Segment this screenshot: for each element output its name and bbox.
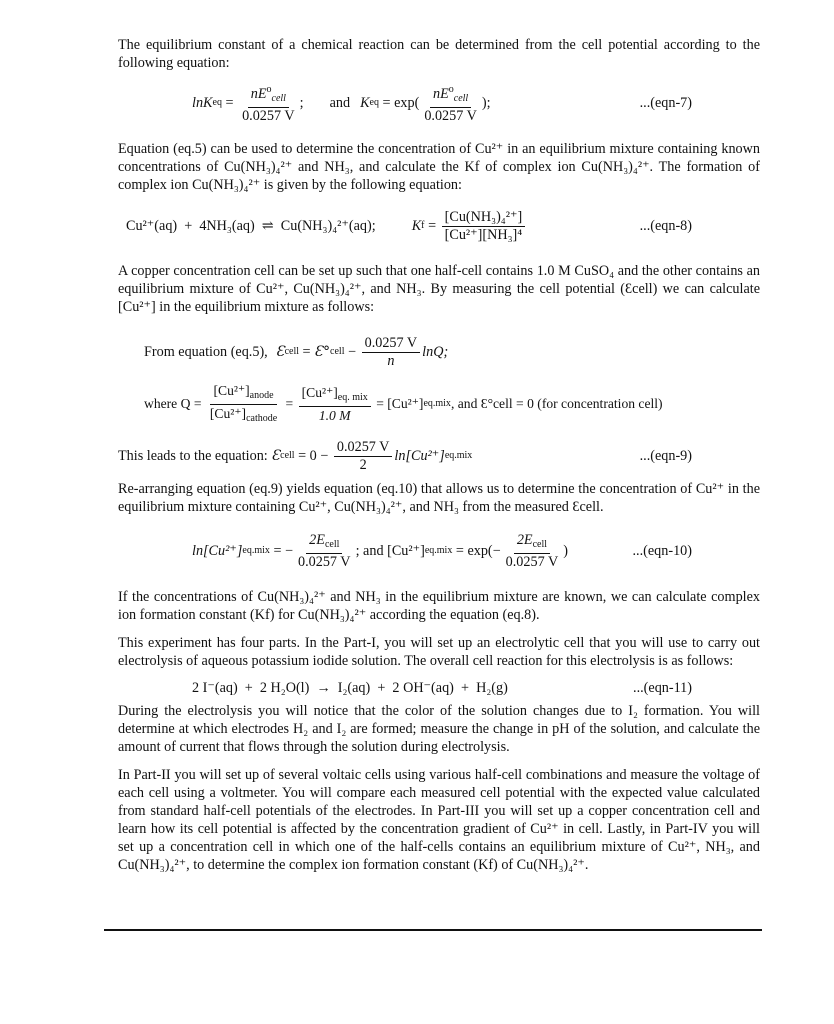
equation-7: lnK eq = $\frac{nE^o_{cell}}{0.0257 V}$ ; and K eq = exp( $\frac{nE^o_{cell}}{0.0257 V}$ ); ...(eqn-7) bbox=[118, 80, 760, 126]
equation-11-label: ...(eqn-11) bbox=[633, 680, 692, 696]
equation-5: From equation (eq.5), Ɛ cell = Ɛ° cell − $\frac{0.0257 V}{n}$ lnQ; bbox=[144, 334, 449, 369]
equation-8-label: ...(eqn-8) bbox=[639, 218, 692, 234]
paragraph-4: Re-arranging equation (eq.9) yields equation (eq.10) that allows us to determine the concentration of Cu²⁺ in the equilibrium mixture containing Cu²⁺, Cu(NH₃)₄²⁺, and NH₃ from the measured Ɛcell. bbox=[118, 481, 760, 515]
page-divider bbox=[104, 929, 762, 931]
document-body bbox=[118, 36, 760, 874]
equation-11: 2 I⁻(aq) + 2 H₂O(l) → I₂(aq) + 2 OH⁻(aq) + H₂(g) ...(eqn-11) bbox=[192, 680, 692, 696]
equation-7-fraction: $\frac{nE^o_{cell}}{0.0257 V}$ bbox=[239, 81, 298, 125]
paragraph-6: This experiment has four parts. In the Part-I, you will set up an electrolytic cell that you will use to carry out electrolysis of aqueous potassium iodide solution. The overall cell reaction for this electrolysis is as follows: bbox=[118, 635, 760, 669]
equation-10-label: ...(eqn-10) bbox=[632, 543, 692, 559]
paragraph-8: In Part-II you will set up of several voltaic cells using various half-cell combinations and measure the voltage of each cell using a voltmeter. You will compare each measured cell potential with the expected value calculated from standard half-cell potentials of the electrodes. In Part-III you will set up a copper concentration cell and learn how its cell potential is affected by the concentration gradient of Cu²⁺ in cell. Lastly, in Part-IV you will set up a concentration cell in which one of the half-cells contains an equilibrium mixture of Cu²⁺, NH₃, and Cu(NH₃)₄²⁺, to determine the complex ion formation constant (Kf) of Cu(NH₃)₄²⁺. bbox=[118, 767, 760, 873]
equation-8: Cu²⁺(aq) + 4NH₃(aq) ⇌ Cu(NH₃)₄²⁺(aq); K f = $\frac{\text{[Cu(NH₃)₄²⁺]}}{\text{[Cu²⁺][NH₃]⁴}}$ ...(eqn-8) bbox=[126, 208, 692, 243]
equation-9: This leads to the equation: Ɛ cell = 0 − $\frac{0.0257 V}{2}$ ln[Cu²⁺] eq.mix ...(eqn-9) bbox=[118, 438, 692, 473]
q-definition: where Q = $\frac{[Cu^{2+}]_{anode}}{[Cu^{2+}]_{cathode}}$ = $\frac{[Cu^{2+}]_{eq. mix}}{1.0 M}$ = [Cu²⁺] eq.mix , and Ɛ°cell = 0 (for concentration cell) bbox=[144, 382, 663, 424]
equation-10: ln[Cu²⁺] eq.mix = − $\frac{2E_{cell}}{0.0257 V}$ ; and [Cu²⁺] eq.mix = exp(− $\frac{2E_{cell}}{0.0257 V}$ ) ...(eqn-10) bbox=[192, 531, 692, 570]
paragraph-3: A copper concentration cell can be set up such that one half-cell contains 1.0 M CuSO₄ and the other contains an equilibrium mixture of Cu²⁺, Cu(NH₃)₄²⁺, and NH₃. By measuring the cell potential (Ɛcell) we can calculate [Cu²⁺] in the equilibrium mixture as follows: bbox=[118, 263, 760, 315]
equation-7-label: ...(eqn-7) bbox=[639, 95, 692, 111]
paragraph-5: If the concentrations of Cu(NH₃)₄²⁺ and NH₃ in the equilibrium mixture are known, we can calculate complex ion formation constant (Kf) for Cu(NH₃)₄²⁺ according the equation (eq.8). bbox=[118, 589, 760, 623]
intro-paragraph: The equilibrium constant of a chemical reaction can be determined from the cell potential according to the following equation: bbox=[118, 37, 760, 71]
paragraph-2: Equation (eq.5) can be used to determine the concentration of Cu²⁺ in an equilibrium mixture containing known concentrations of Cu(NH₃)₄²⁺ and NH₃, and calculate the Kf of complex ion Cu(NH₃)₄²⁺. The formation of complex ion Cu(NH₃)₄²⁺ is given by the following equation: bbox=[118, 141, 760, 193]
equation-9-label: ...(eqn-9) bbox=[639, 448, 692, 464]
paragraph-7: During the electrolysis you will notice that the color of the solution changes due to I₂ formation. You will determine at which electrodes H₂ and I₂ are formed; measure the change in pH of the solution, and calculate the amount of current that flows through the solution during electrolysis. bbox=[118, 703, 760, 755]
